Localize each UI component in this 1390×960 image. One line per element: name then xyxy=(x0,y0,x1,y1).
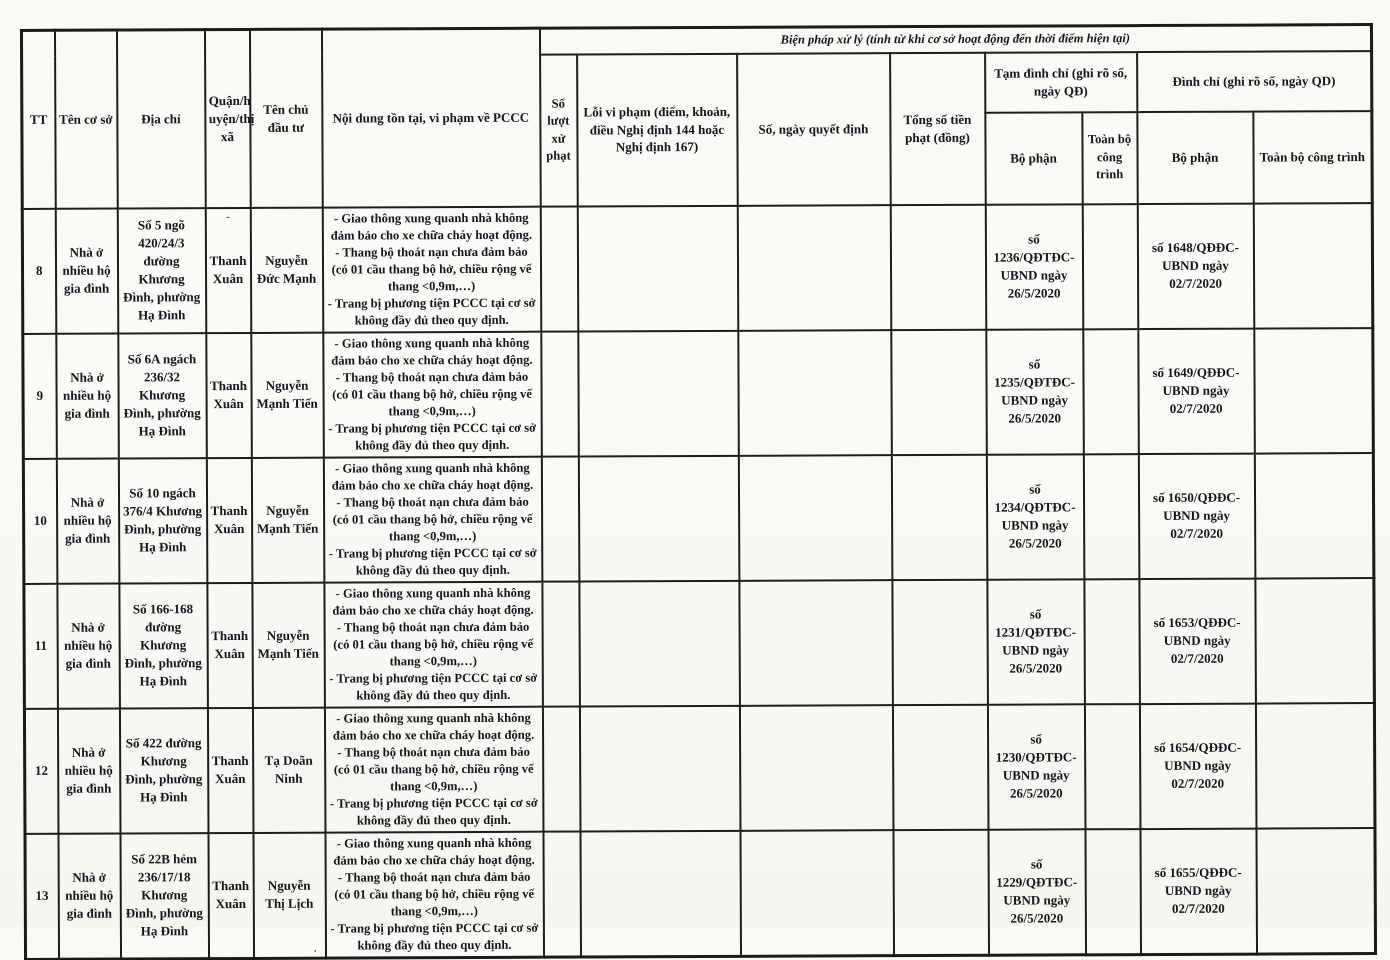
cell-tam-dinh-chi-bo-phan: số 1236/QĐTĐC-UBND ngày 26/5/2020 xyxy=(985,204,1083,329)
cell-so-ngay-qd xyxy=(737,205,891,331)
cell-tong-tien xyxy=(892,704,988,829)
cell-noi-dung-vi-pham: - Giao thông xung quanh nhà không đảm bảo cho xe chữa cháy hoạt động. - Thang bộ thoát nạn chưa đảm bảo (có 01 cầu thang bộ hở, chiều rộng vế thang <0,9m,…) - Trang bị phương tiện PCCC tại cơ sở không đầy đủ theo quy định. xyxy=(323,456,542,582)
cell-noi-dung-vi-pham: - Giao thông xung quanh nhà không đảm bảo cho xe chữa cháy hoạt động. - Thang bộ thoát nạn chưa đảm bảo (có 01 cầu thang bộ hở, chiều rộng vế thang <0,9m,…) - Trang bị phương tiện PCCC tại cơ sở không đầy đủ theo quy định. xyxy=(325,831,544,957)
cell-loi-vi-pham xyxy=(580,830,741,956)
col-header-dia-chi: Địa chỉ xyxy=(116,30,205,208)
cell-quan-huyen: Thanh Xuân xyxy=(207,707,253,832)
cell-tam-dinh-chi-bo-phan: số 1230/QĐTĐC-UBND ngày 26/5/2020 xyxy=(987,704,1085,829)
cell-tam-dinh-chi-bo-phan: số 1234/QĐTĐC-UBND ngày 26/5/2020 xyxy=(986,454,1084,579)
cell-tam-dinh-chi-bo-phan: số 1231/QĐTĐC-UBND ngày 26/5/2020 xyxy=(987,579,1085,704)
cell-so-ngay-qd xyxy=(738,455,892,581)
cell-tam-dinh-chi-bo-phan: số 1235/QĐTĐC-UBND ngày 26/5/2020 xyxy=(986,329,1084,454)
col-header-tam-dinh-chi-toan-bo: Toàn bộ công trình xyxy=(1082,112,1137,204)
cell-ten-co-so: Nhà ở nhiều hộ gia đình xyxy=(58,833,121,959)
col-header-bien-phap-xu-ly: Biện pháp xử lý (tính từ khi cơ sở hoạt động đến thời điểm hiện tại) xyxy=(539,25,1371,55)
cell-tong-tien xyxy=(893,829,989,955)
table-row xyxy=(23,453,1374,584)
cell-tt: 11 xyxy=(24,583,58,708)
cell-dinh-chi-toan-bo xyxy=(1253,203,1373,329)
cell-quan-huyen: Thanh Xuân xyxy=(206,332,252,457)
cell-chu-dau-tu: Nguyễn Đức Mạnh xyxy=(250,207,323,332)
cell-dinh-chi-toan-bo xyxy=(1255,578,1375,704)
cell-tong-tien xyxy=(892,579,988,704)
cell-so-ngay-qd xyxy=(739,580,893,706)
table-row xyxy=(22,203,1373,334)
cell-dia-chi: Số 10 ngách 376/4 Khương Đình, phường Hạ Đình xyxy=(118,458,207,583)
cell-so-ngay-qd xyxy=(738,330,892,456)
cell-quan-huyen: Thanh Xuân xyxy=(207,582,253,707)
col-header-tong-so-tien-phat: Tổng số tiền phạt (đồng) xyxy=(890,52,986,204)
cell-dinh-chi-bo-phan: số 1653/QĐĐC-UBND ngày 02/7/2020 xyxy=(1139,578,1256,704)
cell-dinh-chi-bo-phan: số 1654/QĐĐC-UBND ngày 02/7/2020 xyxy=(1139,703,1256,829)
cell-tam-dinh-chi-toan-bo xyxy=(1084,579,1140,704)
cell-so-luot xyxy=(540,206,578,331)
cell-dinh-chi-toan-bo xyxy=(1255,703,1375,829)
col-header-so-ngay-quyet-dinh: Số, ngày quyết định xyxy=(737,53,891,206)
cell-tt: 10 xyxy=(23,458,57,583)
scan-artifact: - xyxy=(225,210,230,223)
cell-so-ngay-qd xyxy=(739,705,893,831)
cell-noi-dung-vi-pham: - Giao thông xung quanh nhà không đảm bảo cho xe chữa cháy hoạt động. - Thang bộ thoát nạn chưa đảm bảo (có 01 cầu thang bộ hở, chiều rộng vế thang <0,9m,…) - Trang bị phương tiện PCCC tại cơ sở không đầy đủ theo quy định. xyxy=(324,706,543,832)
table-row xyxy=(24,578,1375,709)
cell-noi-dung-vi-pham: - Giao thông xung quanh nhà không đảm bảo cho xe chữa cháy hoạt động. - Thang bộ thoát nạn chưa đảm bảo (có 01 cầu thang bộ hở, chiều rộng vế thang <0,9m,…) - Trang bị phương tiện PCCC tại cơ sở không đầy đủ theo quy định. xyxy=(322,206,541,332)
cell-so-luot xyxy=(542,706,580,831)
cell-dia-chi: Số 5 ngõ 420/24/3 đường Khương Đình, phường Hạ Đình xyxy=(117,208,206,333)
cell-tt: 12 xyxy=(24,708,58,833)
cell-ten-co-so: Nhà ở nhiều hộ gia đình xyxy=(56,458,119,583)
cell-loi-vi-pham xyxy=(578,455,739,581)
cell-loi-vi-pham xyxy=(579,705,740,831)
cell-dinh-chi-toan-bo xyxy=(1254,453,1374,579)
cell-dinh-chi-toan-bo xyxy=(1256,828,1376,954)
cell-so-luot xyxy=(541,456,579,581)
cell-quan-huyen: Thanh Xuân xyxy=(206,457,252,582)
table-row xyxy=(23,328,1374,459)
cell-tong-tien xyxy=(890,204,986,329)
cell-tt: 13 xyxy=(25,833,59,959)
col-header-dinh-chi-toan-bo: Toàn bộ công trình xyxy=(1253,111,1372,204)
cell-quan-huyen-text: Thanh Xuân xyxy=(209,253,247,287)
cell-dinh-chi-bo-phan: số 1655/QĐĐC-UBND ngày 02/7/2020 xyxy=(1140,828,1257,954)
cell-chu-dau-tu-text: Nguyễn Thị Lịch xyxy=(265,877,314,911)
cell-loi-vi-pham xyxy=(579,580,740,706)
col-header-quan-huyen: Quận/h uyện/thị xã xyxy=(204,29,250,207)
cell-dinh-chi-bo-phan: số 1650/QĐĐC-UBND ngày 02/7/2020 xyxy=(1138,453,1255,579)
cell-chu-dau-tu: Nguyễn Mạnh Tiến xyxy=(251,457,324,582)
cell-so-ngay-qd xyxy=(740,830,894,956)
cell-loi-vi-pham xyxy=(577,205,738,331)
cell-dia-chi: Số 22B hẻm 236/17/18 Khương Đình, phường Hạ Đình xyxy=(120,833,209,959)
col-header-dinh-chi: Đình chỉ (ghi rõ số, ngày QD) xyxy=(1137,51,1372,112)
cell-tong-tien xyxy=(891,329,987,454)
cell-noi-dung-vi-pham: - Giao thông xung quanh nhà không đảm bảo cho xe chữa cháy hoạt động. - Thang bộ thoát nạn chưa đảm bảo (có 01 cầu thang bộ hở, chiều rộng vế thang <0,9m,…) - Trang bị phương tiện PCCC tại cơ sở không đầy đủ theo quy định. xyxy=(323,331,542,457)
cell-dia-chi: Số 166-168 đường Khương Đình, phường Hạ Đình xyxy=(119,583,208,708)
cell-ten-co-so: Nhà ở nhiều hộ gia đình xyxy=(57,708,120,833)
cell-chu-dau-tu xyxy=(253,832,326,958)
cell-so-luot xyxy=(542,581,580,706)
scan-artifact: . xyxy=(313,943,317,955)
cell-ten-co-so: Nhà ở nhiều hộ gia đình xyxy=(55,208,118,333)
col-header-tam-dinh-chi: Tạm đình chỉ (ghi rõ số, ngày QĐ) xyxy=(985,52,1137,113)
cell-so-luot xyxy=(543,831,581,957)
cell-tam-dinh-chi-toan-bo xyxy=(1083,329,1139,454)
cell-ten-co-so: Nhà ở nhiều hộ gia đình xyxy=(57,583,120,708)
col-header-ten-co-so: Tên cơ sở xyxy=(54,30,117,208)
cell-tt: 9 xyxy=(23,333,57,458)
pccc-violations-table xyxy=(20,23,1377,960)
cell-chu-dau-tu: Nguyễn Mạnh Tiến xyxy=(251,332,324,457)
cell-dinh-chi-bo-phan: số 1648/QĐĐC-UBND ngày 02/7/2020 xyxy=(1137,203,1254,329)
cell-noi-dung-vi-pham: - Giao thông xung quanh nhà không đảm bảo cho xe chữa cháy hoạt động. - Thang bộ thoát nạn chưa đảm bảo (có 01 cầu thang bộ hở, chiều rộng vế thang <0,9m,…) - Trang bị phương tiện PCCC tại cơ sở không đầy đủ theo quy định. xyxy=(324,581,543,707)
cell-chu-dau-tu: Tạ Doãn Ninh xyxy=(252,707,325,832)
table-row xyxy=(25,828,1376,959)
col-header-noi-dung: Nội dung tồn tại, vi phạm về PCCC xyxy=(321,28,540,207)
col-header-loi-vi-pham: Lỗi vi phạm (điểm, khoản, điều Nghị định 144 hoặc Nghị định 167) xyxy=(577,53,738,206)
col-header-chu-dau-tu: Tên chủ đầu tư xyxy=(249,29,322,207)
cell-so-luot xyxy=(541,331,579,456)
cell-tam-dinh-chi-toan-bo xyxy=(1083,454,1139,579)
cell-dia-chi: Số 422 đường Khương Đình, phường Hạ Đình xyxy=(119,708,208,833)
cell-dinh-chi-toan-bo xyxy=(1254,328,1374,454)
cell-quan-huyen xyxy=(205,207,251,332)
cell-dia-chi: Số 6A ngách 236/32 Khương Đình, phường Hạ Đình xyxy=(118,333,207,458)
cell-loi-vi-pham xyxy=(578,330,739,456)
cell-tt: 8 xyxy=(22,208,56,333)
cell-tam-dinh-chi-toan-bo xyxy=(1085,829,1141,955)
cell-tam-dinh-chi-toan-bo xyxy=(1082,204,1138,329)
table-row xyxy=(24,703,1375,834)
cell-quan-huyen: Thanh Xuân xyxy=(208,832,254,958)
cell-ten-co-so: Nhà ở nhiều hộ gia đình xyxy=(56,333,119,458)
col-header-tam-dinh-chi-bo-phan: Bộ phận xyxy=(985,112,1082,204)
cell-chu-dau-tu: Nguyễn Mạnh Tiến xyxy=(252,582,325,707)
col-header-so-luot-xu-phat: Số lượt xử phạt xyxy=(540,54,578,206)
cell-dinh-chi-bo-phan: số 1649/QĐĐC-UBND ngày 02/7/2020 xyxy=(1138,328,1255,454)
cell-tam-dinh-chi-bo-phan: số 1229/QĐTĐC-UBND ngày 26/5/2020 xyxy=(988,829,1086,955)
cell-tong-tien xyxy=(891,454,987,579)
col-header-tt: TT xyxy=(21,30,55,208)
cell-tam-dinh-chi-toan-bo xyxy=(1084,704,1140,829)
col-header-dinh-chi-bo-phan: Bộ phận xyxy=(1137,111,1253,204)
